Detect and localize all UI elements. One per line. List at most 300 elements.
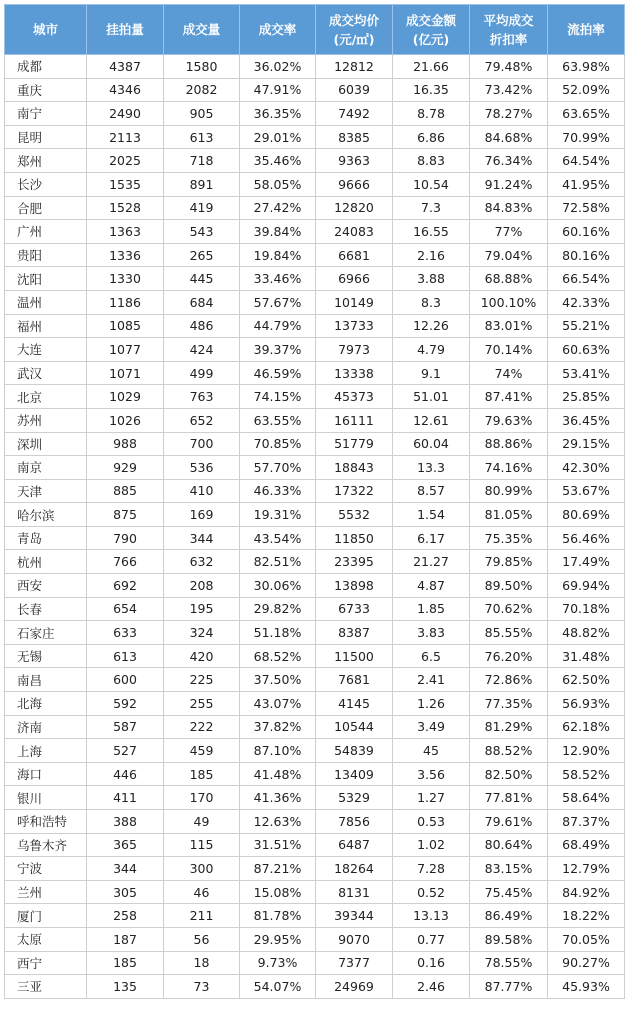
cell-city: 郑州: [5, 149, 87, 173]
cell-listed: 2113: [87, 125, 164, 149]
cell-listed: 1071: [87, 361, 164, 385]
table-row: [5, 314, 625, 338]
cell-avg-price: 10149: [316, 290, 393, 314]
cell-rate: 31.51%: [240, 833, 316, 857]
table-row: [5, 408, 625, 432]
cell-amount: 7.3: [393, 196, 470, 220]
cell-city: 北京: [5, 385, 87, 409]
table-row: [5, 857, 625, 881]
cell-listed: 185: [87, 951, 164, 975]
table-row: [5, 786, 625, 810]
cell-avg-price: 17322: [316, 479, 393, 503]
table-row: [5, 125, 625, 149]
cell-city: 西安: [5, 574, 87, 598]
cell-listed: 929: [87, 456, 164, 480]
cell-amount: 3.83: [393, 621, 470, 645]
table-row: [5, 810, 625, 834]
cell-fail-rate: 58.52%: [548, 762, 625, 786]
cell-discount: 83.01%: [470, 314, 548, 338]
header-avg-price-line2: (元/㎡): [333, 31, 375, 47]
cell-rate: 87.21%: [240, 857, 316, 881]
cell-amount: 21.66: [393, 55, 470, 79]
cell-city: 合肥: [5, 196, 87, 220]
table-row: [5, 361, 625, 385]
cell-sold: 410: [164, 479, 240, 503]
cell-sold: 905: [164, 102, 240, 126]
cell-avg-price: 7973: [316, 338, 393, 362]
cell-city: 深圳: [5, 432, 87, 456]
cell-sold: 344: [164, 526, 240, 550]
cell-discount: 79.63%: [470, 408, 548, 432]
cell-sold: 536: [164, 456, 240, 480]
table-row: [5, 149, 625, 173]
cell-rate: 37.50%: [240, 668, 316, 692]
cell-city: 三亚: [5, 975, 87, 999]
cell-listed: 600: [87, 668, 164, 692]
cell-fail-rate: 69.94%: [548, 574, 625, 598]
cell-avg-price: 13409: [316, 762, 393, 786]
cell-discount: 78.55%: [470, 951, 548, 975]
cell-listed: 587: [87, 715, 164, 739]
cell-rate: 46.59%: [240, 361, 316, 385]
cell-sold: 613: [164, 125, 240, 149]
table-row: [5, 880, 625, 904]
cell-avg-price: 9363: [316, 149, 393, 173]
cell-discount: 88.52%: [470, 739, 548, 763]
table-row: [5, 456, 625, 480]
cell-rate: 30.06%: [240, 574, 316, 598]
cell-listed: 613: [87, 644, 164, 668]
cell-amount: 2.46: [393, 975, 470, 999]
cell-avg-price: 6039: [316, 78, 393, 102]
cell-amount: 8.78: [393, 102, 470, 126]
cell-fail-rate: 63.65%: [548, 102, 625, 126]
cell-amount: 7.28: [393, 857, 470, 881]
cell-rate: 12.63%: [240, 810, 316, 834]
cell-sold: 632: [164, 550, 240, 574]
cell-listed: 365: [87, 833, 164, 857]
header-listed: 挂拍量: [87, 5, 164, 55]
cell-amount: 1.85: [393, 597, 470, 621]
cell-fail-rate: 58.64%: [548, 786, 625, 810]
table-row: [5, 574, 625, 598]
cell-city: 温州: [5, 290, 87, 314]
cell-amount: 1.02: [393, 833, 470, 857]
cell-sold: 684: [164, 290, 240, 314]
table-row: [5, 975, 625, 999]
cell-amount: 0.53: [393, 810, 470, 834]
cell-discount: 79.04%: [470, 243, 548, 267]
cell-avg-price: 54839: [316, 739, 393, 763]
cell-city: 南昌: [5, 668, 87, 692]
cell-sold: 18: [164, 951, 240, 975]
cell-avg-price: 13733: [316, 314, 393, 338]
cell-sold: 170: [164, 786, 240, 810]
cell-listed: 1535: [87, 172, 164, 196]
cell-avg-price: 7681: [316, 668, 393, 692]
cell-discount: 86.49%: [470, 904, 548, 928]
cell-discount: 74%: [470, 361, 548, 385]
cell-fail-rate: 53.41%: [548, 361, 625, 385]
cell-city: 广州: [5, 220, 87, 244]
cell-listed: 258: [87, 904, 164, 928]
cell-discount: 79.61%: [470, 810, 548, 834]
cell-avg-price: 24969: [316, 975, 393, 999]
cell-fail-rate: 18.22%: [548, 904, 625, 928]
cell-discount: 81.29%: [470, 715, 548, 739]
cell-rate: 44.79%: [240, 314, 316, 338]
cell-rate: 43.07%: [240, 692, 316, 716]
cell-amount: 16.55: [393, 220, 470, 244]
cell-discount: 89.50%: [470, 574, 548, 598]
cell-rate: 41.36%: [240, 786, 316, 810]
cell-rate: 82.51%: [240, 550, 316, 574]
cell-amount: 8.57: [393, 479, 470, 503]
cell-fail-rate: 63.98%: [548, 55, 625, 79]
cell-sold: 543: [164, 220, 240, 244]
cell-fail-rate: 60.63%: [548, 338, 625, 362]
cell-listed: 988: [87, 432, 164, 456]
cell-fail-rate: 62.18%: [548, 715, 625, 739]
cell-rate: 74.15%: [240, 385, 316, 409]
table-row: [5, 55, 625, 79]
cell-amount: 45: [393, 739, 470, 763]
cell-city: 宁波: [5, 857, 87, 881]
cell-sold: 208: [164, 574, 240, 598]
cell-rate: 35.46%: [240, 149, 316, 173]
cell-listed: 1186: [87, 290, 164, 314]
cell-sold: 700: [164, 432, 240, 456]
cell-fail-rate: 70.05%: [548, 927, 625, 951]
cell-rate: 51.18%: [240, 621, 316, 645]
table-row: [5, 692, 625, 716]
cell-amount: 0.52: [393, 880, 470, 904]
cell-listed: 305: [87, 880, 164, 904]
cell-fail-rate: 55.21%: [548, 314, 625, 338]
cell-fail-rate: 72.58%: [548, 196, 625, 220]
cell-sold: 211: [164, 904, 240, 928]
cell-sold: 1580: [164, 55, 240, 79]
table-row: [5, 338, 625, 362]
cell-fail-rate: 70.18%: [548, 597, 625, 621]
cell-discount: 77%: [470, 220, 548, 244]
cell-city: 哈尔滨: [5, 503, 87, 527]
cell-listed: 885: [87, 479, 164, 503]
cell-avg-price: 11850: [316, 526, 393, 550]
table-row: [5, 385, 625, 409]
cell-fail-rate: 45.93%: [548, 975, 625, 999]
cell-rate: 87.10%: [240, 739, 316, 763]
cell-avg-price: 5532: [316, 503, 393, 527]
cell-fail-rate: 62.50%: [548, 668, 625, 692]
cell-amount: 1.26: [393, 692, 470, 716]
cell-listed: 2025: [87, 149, 164, 173]
table-row: [5, 762, 625, 786]
cell-sold: 499: [164, 361, 240, 385]
table-row: [5, 550, 625, 574]
cell-city: 苏州: [5, 408, 87, 432]
cell-avg-price: 9666: [316, 172, 393, 196]
cell-avg-price: 8131: [316, 880, 393, 904]
cell-listed: 654: [87, 597, 164, 621]
cell-city: 银川: [5, 786, 87, 810]
cell-amount: 1.54: [393, 503, 470, 527]
cell-city: 上海: [5, 739, 87, 763]
cell-sold: 185: [164, 762, 240, 786]
table-row: [5, 267, 625, 291]
cell-city: 大连: [5, 338, 87, 362]
cell-avg-price: 6487: [316, 833, 393, 857]
cell-sold: 2082: [164, 78, 240, 102]
cell-discount: 84.68%: [470, 125, 548, 149]
cell-city: 北海: [5, 692, 87, 716]
table-row: [5, 668, 625, 692]
cell-discount: 84.83%: [470, 196, 548, 220]
cell-city: 海口: [5, 762, 87, 786]
cell-listed: 1363: [87, 220, 164, 244]
cell-fail-rate: 53.67%: [548, 479, 625, 503]
cell-sold: 115: [164, 833, 240, 857]
table-row: [5, 78, 625, 102]
cell-fail-rate: 36.45%: [548, 408, 625, 432]
cell-rate: 27.42%: [240, 196, 316, 220]
cell-avg-price: 7377: [316, 951, 393, 975]
table-row: [5, 904, 625, 928]
cell-listed: 1026: [87, 408, 164, 432]
cell-discount: 78.27%: [470, 102, 548, 126]
cell-rate: 29.82%: [240, 597, 316, 621]
cell-fail-rate: 56.93%: [548, 692, 625, 716]
cell-amount: 51.01: [393, 385, 470, 409]
cell-avg-price: 6966: [316, 267, 393, 291]
cell-city: 昆明: [5, 125, 87, 149]
cell-city: 青岛: [5, 526, 87, 550]
cell-listed: 4387: [87, 55, 164, 79]
cell-sold: 445: [164, 267, 240, 291]
cell-sold: 424: [164, 338, 240, 362]
cell-discount: 100.10%: [470, 290, 548, 314]
cell-fail-rate: 29.15%: [548, 432, 625, 456]
cell-city: 福州: [5, 314, 87, 338]
cell-amount: 0.16: [393, 951, 470, 975]
cell-amount: 6.5: [393, 644, 470, 668]
cell-city: 成都: [5, 55, 87, 79]
header-discount-line2: 折扣率: [489, 31, 528, 47]
cell-amount: 12.26: [393, 314, 470, 338]
cell-amount: 2.16: [393, 243, 470, 267]
cell-avg-price: 6681: [316, 243, 393, 267]
cell-rate: 81.78%: [240, 904, 316, 928]
cell-avg-price: 8387: [316, 621, 393, 645]
cell-avg-price: 8385: [316, 125, 393, 149]
cell-amount: 1.27: [393, 786, 470, 810]
cell-avg-price: 10544: [316, 715, 393, 739]
cell-amount: 12.61: [393, 408, 470, 432]
cell-rate: 29.95%: [240, 927, 316, 951]
cell-listed: 1330: [87, 267, 164, 291]
cell-amount: 21.27: [393, 550, 470, 574]
cell-avg-price: 12812: [316, 55, 393, 79]
cell-sold: 195: [164, 597, 240, 621]
cell-discount: 87.77%: [470, 975, 548, 999]
cell-sold: 420: [164, 644, 240, 668]
cell-city: 长沙: [5, 172, 87, 196]
cell-rate: 39.84%: [240, 220, 316, 244]
cell-fail-rate: 17.49%: [548, 550, 625, 574]
cell-discount: 83.15%: [470, 857, 548, 881]
cell-listed: 592: [87, 692, 164, 716]
cell-city: 沈阳: [5, 267, 87, 291]
table-header: [5, 5, 625, 55]
header-city: 城市: [5, 5, 87, 55]
cell-listed: 1085: [87, 314, 164, 338]
cell-avg-price: 13338: [316, 361, 393, 385]
cell-discount: 68.88%: [470, 267, 548, 291]
cell-sold: 652: [164, 408, 240, 432]
cell-rate: 41.48%: [240, 762, 316, 786]
cell-sold: 56: [164, 927, 240, 951]
cell-listed: 411: [87, 786, 164, 810]
cell-avg-price: 4145: [316, 692, 393, 716]
cell-discount: 79.48%: [470, 55, 548, 79]
cell-city: 重庆: [5, 78, 87, 102]
cell-city: 杭州: [5, 550, 87, 574]
cell-city: 西宁: [5, 951, 87, 975]
header-discount: [470, 5, 548, 55]
cell-rate: 47.91%: [240, 78, 316, 102]
cell-avg-price: 7856: [316, 810, 393, 834]
cell-city: 石家庄: [5, 621, 87, 645]
cell-city: 长春: [5, 597, 87, 621]
cell-sold: 763: [164, 385, 240, 409]
cell-discount: 75.35%: [470, 526, 548, 550]
cell-city: 呼和浩特: [5, 810, 87, 834]
cell-discount: 89.58%: [470, 927, 548, 951]
cell-amount: 0.77: [393, 927, 470, 951]
cell-listed: 692: [87, 574, 164, 598]
cell-city: 济南: [5, 715, 87, 739]
cell-sold: 324: [164, 621, 240, 645]
cell-rate: 43.54%: [240, 526, 316, 550]
cell-rate: 57.70%: [240, 456, 316, 480]
cell-rate: 37.82%: [240, 715, 316, 739]
cell-avg-price: 9070: [316, 927, 393, 951]
cell-rate: 9.73%: [240, 951, 316, 975]
table-row: [5, 220, 625, 244]
cell-sold: 486: [164, 314, 240, 338]
cell-fail-rate: 41.95%: [548, 172, 625, 196]
cell-avg-price: 7492: [316, 102, 393, 126]
cell-avg-price: 6733: [316, 597, 393, 621]
table-row: [5, 621, 625, 645]
cell-avg-price: 11500: [316, 644, 393, 668]
cell-fail-rate: 90.27%: [548, 951, 625, 975]
cell-discount: 77.81%: [470, 786, 548, 810]
cell-amount: 2.41: [393, 668, 470, 692]
cell-fail-rate: 42.30%: [548, 456, 625, 480]
table-row: [5, 479, 625, 503]
cell-fail-rate: 42.33%: [548, 290, 625, 314]
cell-fail-rate: 48.82%: [548, 621, 625, 645]
table-row: [5, 196, 625, 220]
cell-discount: 76.34%: [470, 149, 548, 173]
cell-rate: 58.05%: [240, 172, 316, 196]
cell-amount: 8.83: [393, 149, 470, 173]
cell-avg-price: 51779: [316, 432, 393, 456]
cell-rate: 54.07%: [240, 975, 316, 999]
cell-avg-price: 12820: [316, 196, 393, 220]
cell-fail-rate: 80.69%: [548, 503, 625, 527]
cell-amount: 8.3: [393, 290, 470, 314]
cell-sold: 718: [164, 149, 240, 173]
cell-avg-price: 18264: [316, 857, 393, 881]
cell-discount: 70.62%: [470, 597, 548, 621]
cell-discount: 72.86%: [470, 668, 548, 692]
cell-city: 太原: [5, 927, 87, 951]
cell-fail-rate: 60.16%: [548, 220, 625, 244]
cell-listed: 633: [87, 621, 164, 645]
table-row: [5, 172, 625, 196]
cell-amount: 60.04: [393, 432, 470, 456]
cell-discount: 79.85%: [470, 550, 548, 574]
cell-amount: 3.49: [393, 715, 470, 739]
cell-amount: 13.3: [393, 456, 470, 480]
cell-amount: 4.87: [393, 574, 470, 598]
cell-fail-rate: 31.48%: [548, 644, 625, 668]
header-row: [5, 5, 625, 55]
table-row: [5, 503, 625, 527]
cell-discount: 74.16%: [470, 456, 548, 480]
cell-discount: 70.14%: [470, 338, 548, 362]
cell-rate: 29.01%: [240, 125, 316, 149]
cell-fail-rate: 64.54%: [548, 149, 625, 173]
cell-sold: 169: [164, 503, 240, 527]
cell-amount: 4.79: [393, 338, 470, 362]
cell-sold: 49: [164, 810, 240, 834]
cell-listed: 187: [87, 927, 164, 951]
cell-discount: 80.64%: [470, 833, 548, 857]
cell-discount: 76.20%: [470, 644, 548, 668]
header-rate: 成交率: [240, 5, 316, 55]
cell-listed: 344: [87, 857, 164, 881]
table-row: [5, 243, 625, 267]
cell-avg-price: 18843: [316, 456, 393, 480]
cell-discount: 75.45%: [470, 880, 548, 904]
cell-discount: 73.42%: [470, 78, 548, 102]
cell-fail-rate: 70.99%: [548, 125, 625, 149]
cell-fail-rate: 56.46%: [548, 526, 625, 550]
cell-discount: 82.50%: [470, 762, 548, 786]
cell-fail-rate: 25.85%: [548, 385, 625, 409]
cell-rate: 19.31%: [240, 503, 316, 527]
cell-city: 兰州: [5, 880, 87, 904]
cell-sold: 73: [164, 975, 240, 999]
cell-listed: 766: [87, 550, 164, 574]
cell-discount: 80.99%: [470, 479, 548, 503]
cell-sold: 222: [164, 715, 240, 739]
cell-sold: 255: [164, 692, 240, 716]
cell-discount: 85.55%: [470, 621, 548, 645]
cell-listed: 2490: [87, 102, 164, 126]
table-row: [5, 833, 625, 857]
cell-city: 无锡: [5, 644, 87, 668]
header-amount-line1: 成交金额: [405, 12, 456, 28]
cell-sold: 891: [164, 172, 240, 196]
cell-avg-price: 5329: [316, 786, 393, 810]
cell-avg-price: 45373: [316, 385, 393, 409]
cell-rate: 68.52%: [240, 644, 316, 668]
cell-city: 贵阳: [5, 243, 87, 267]
